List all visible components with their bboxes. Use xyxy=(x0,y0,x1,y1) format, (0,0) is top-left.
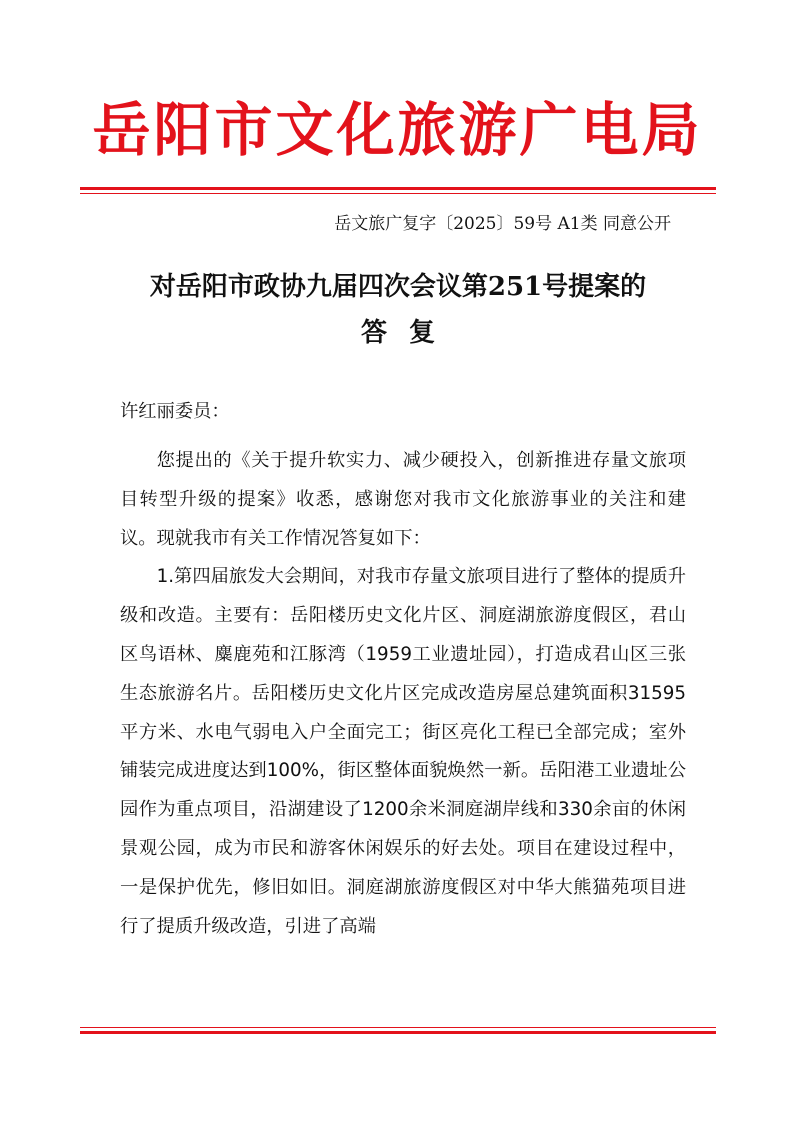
org-name-header: 岳阳市文化旅游广电局 xyxy=(92,96,703,164)
footer-rule-thick xyxy=(80,1031,716,1034)
body-content xyxy=(120,442,686,946)
salutation: 许红丽委员： xyxy=(120,401,230,422)
header-rule-thin xyxy=(80,193,716,194)
header-rule-thick xyxy=(80,187,716,190)
footer-rule-thin xyxy=(80,1027,716,1028)
document-title-line2: 答复 xyxy=(360,318,457,348)
document-title-line1: 对岳阳市政协九届四次会议第251号提案的 xyxy=(149,272,647,302)
document-number: 岳文旅广复字〔2025〕59号 A1类 同意公开 xyxy=(334,214,671,234)
paragraph: 1.第四届旅发大会期间，对我市存量文旅项目进行了整体的提质升级和改造。主要有：岳阳楼历史文化片区、洞庭湖旅游度假区，君山区鸟语林、麋鹿苑和江豚湾（1959工业遗址园），打造成君山区三张生态旅游名片。岳阳楼历史文化片区完成改造房屋总建筑面积31595平方米、水电气弱电入户全面完工；街区亮化工程已全部完成；室外铺装完成进度达到100%，街区整体面貌焕然一新。岳阳港工业遗址公园作为重点项目，沿湖建设了1200余米洞庭湖岸线和330余亩的休闲景观公园，成为市民和游客休闲娱乐的好去处。项目在建设过程中，一是保护优先，修旧如旧。洞庭湖旅游度假区对中华大熊猫苑项目进行了提质升级改造，引进了高端 xyxy=(120,566,686,937)
paragraph: 您提出的《关于提升软实力、减少硬投入，创新推进存量文旅项目转型升级的提案》收悉，感谢您对我市文化旅游事业的关注和建议。现就我市有关工作情况答复如下： xyxy=(120,450,686,549)
